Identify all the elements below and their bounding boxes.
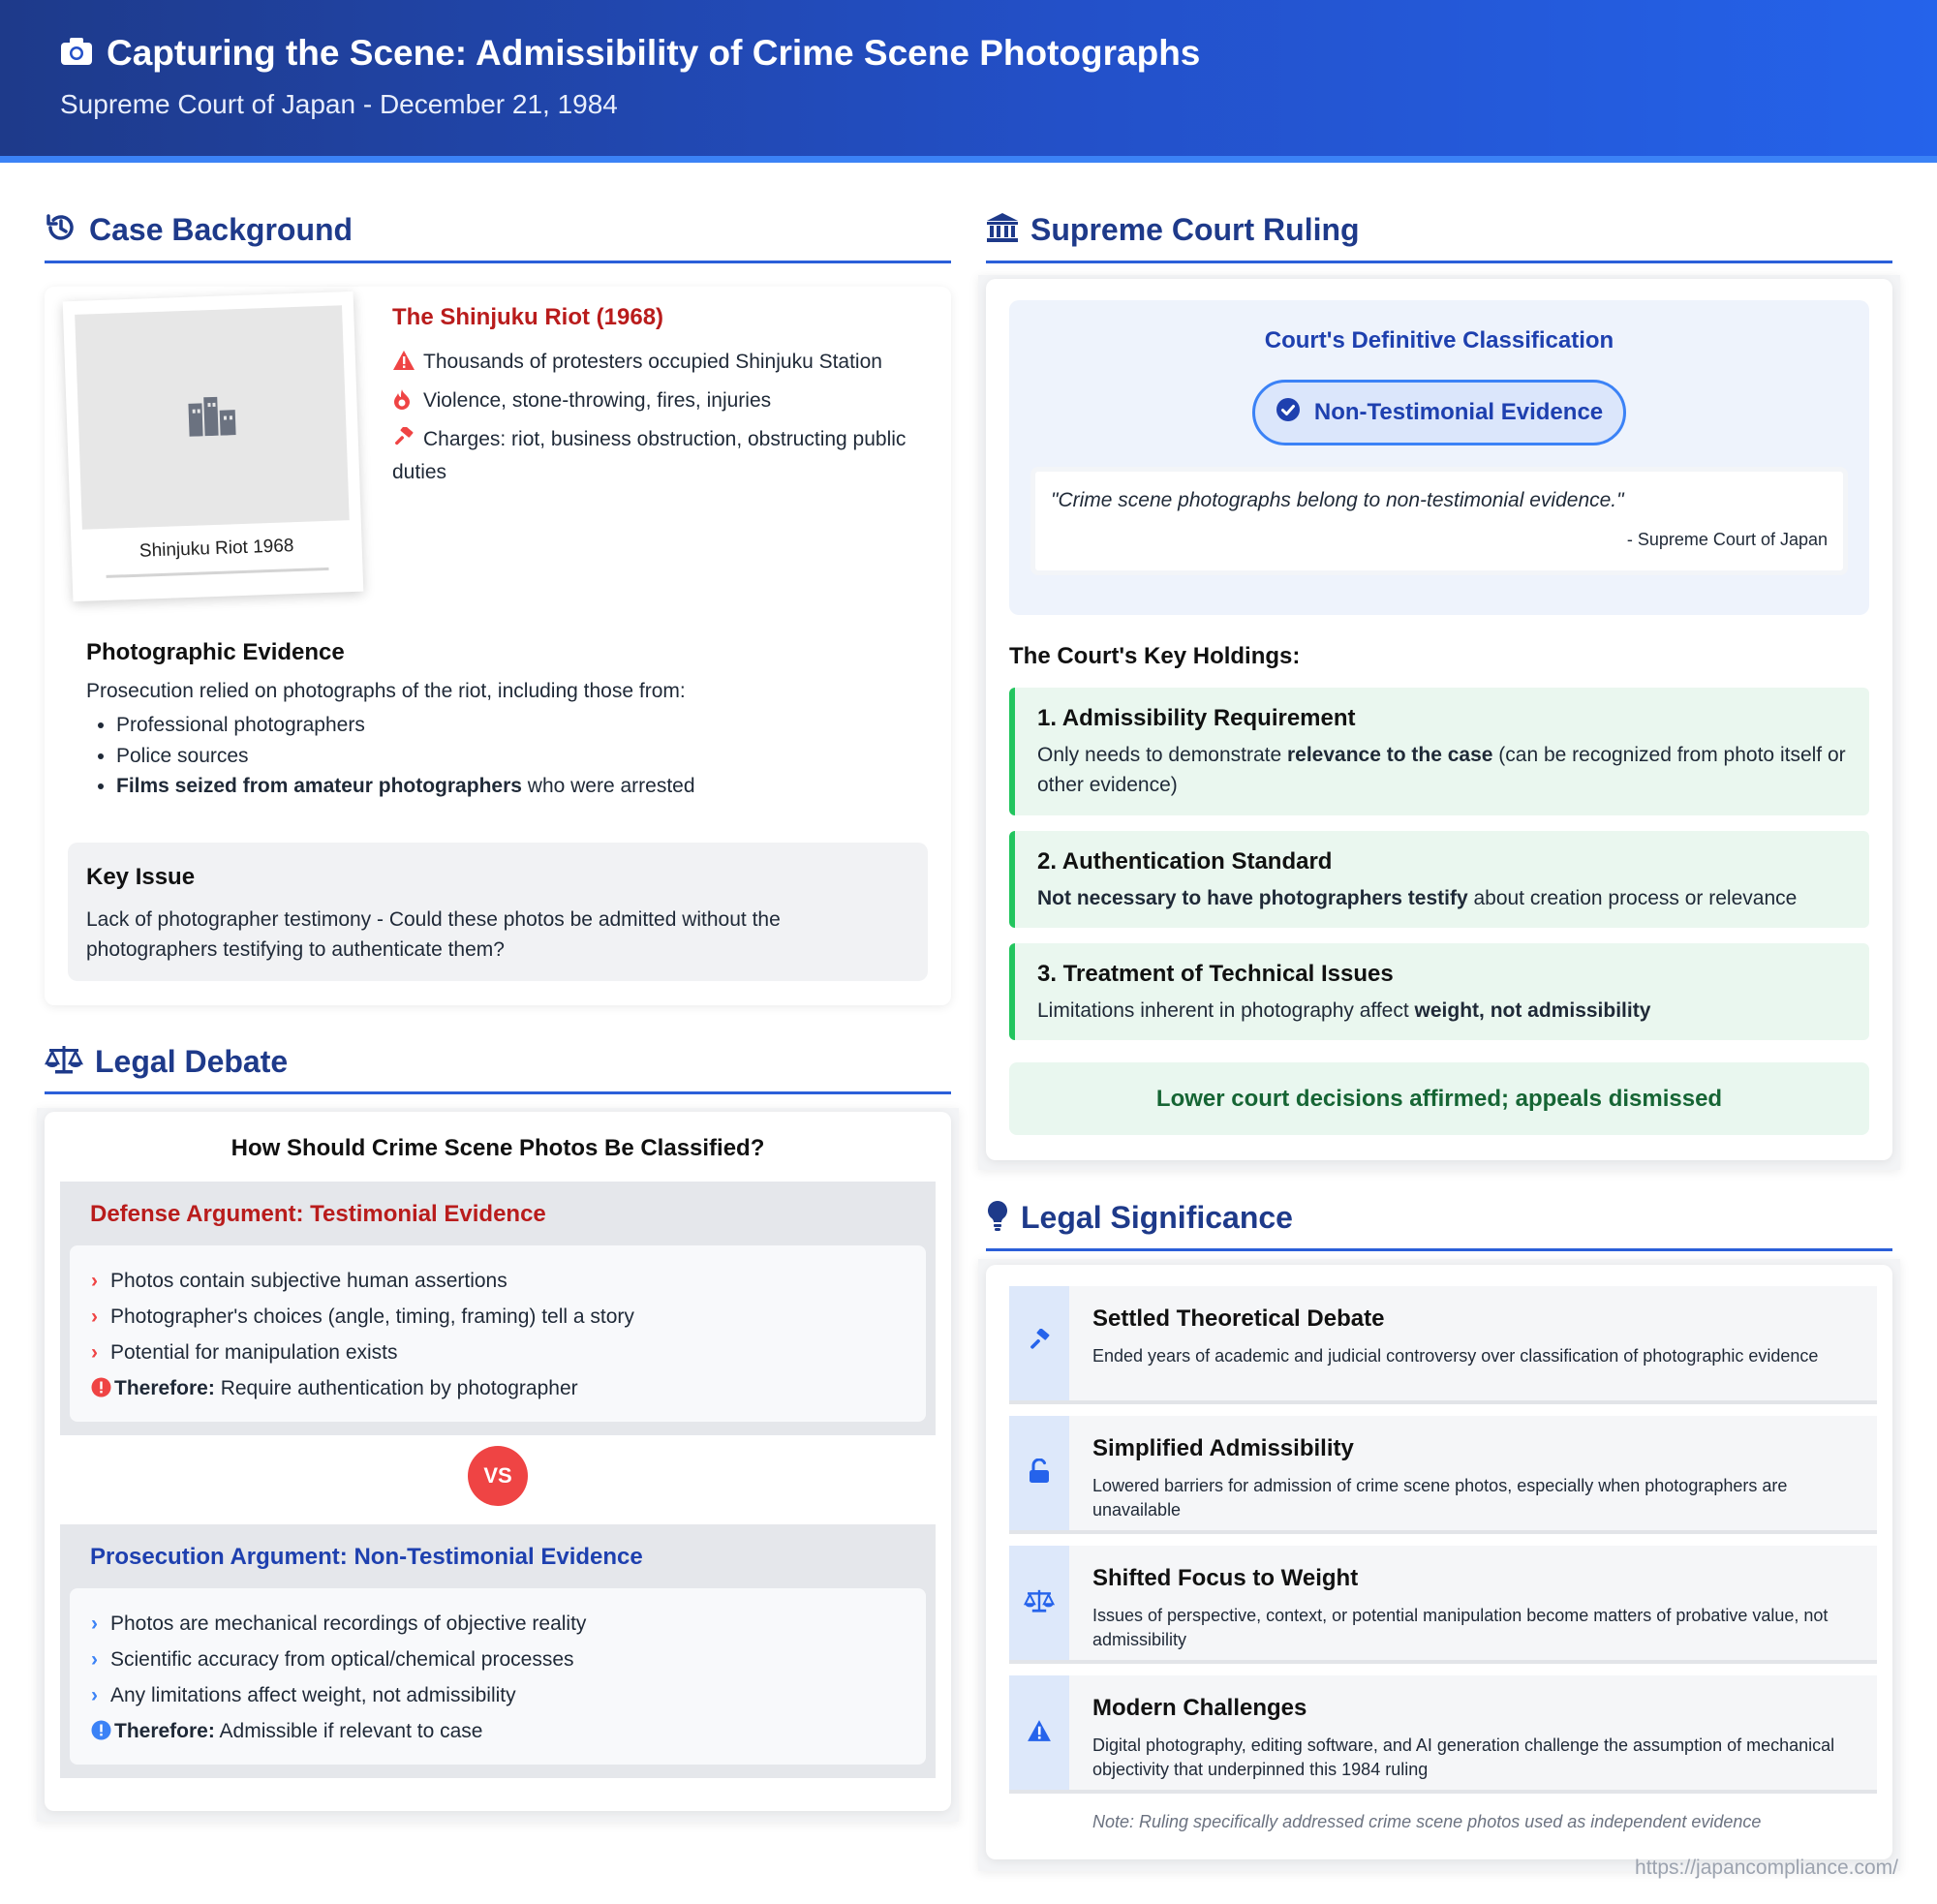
chevron-right-icon: › [91, 1684, 98, 1706]
holdings-title: The Court's Key Holdings: [1009, 643, 1301, 669]
history-icon [45, 211, 77, 249]
check-circle-icon [1276, 397, 1301, 429]
gavel-icon [1027, 1329, 1052, 1359]
chevron-right-icon: › [91, 1341, 98, 1364]
list-item: › Scientific accuracy from optical/chemical processes [91, 1642, 926, 1677]
significance-item: Shifted Focus to Weight Issues of perspective, context, or potential manipulation become matters of probative value, not admissibility [1009, 1546, 1877, 1664]
riot-facts-list [392, 347, 935, 493]
warning-icon [1027, 1719, 1052, 1747]
camera-icon [60, 37, 93, 71]
list-item: Violence, stone-throwing, fires, injuries [392, 385, 935, 418]
significance-item: Modern Challenges Digital photography, editing software, and AI generation challenge the assumption of mechanical objectivity that underpinned this 1984 ruling [1009, 1675, 1877, 1794]
alert-icon [91, 1373, 114, 1409]
holding-item: 2. Authentication Standard Not necessary to have photographers testify about creation process or relevance [1009, 831, 1869, 928]
warning-icon [392, 350, 417, 380]
chevron-right-icon: › [91, 1305, 98, 1328]
significance-note: Note: Ruling specifically addressed crime scene photos used as independent evidence [1092, 1812, 1762, 1831]
list-item: Therefore: Admissible if relevant to case [91, 1713, 926, 1752]
scale-icon [1024, 1588, 1055, 1618]
gavel-icon [392, 427, 417, 457]
list-item: › Potential for manipulation exists [91, 1335, 926, 1370]
legal-debate-heading: Legal Debate [45, 1044, 951, 1094]
case-background-heading: Case Background [45, 211, 951, 263]
courthouse-icon [986, 211, 1019, 249]
riot-photo [63, 292, 364, 601]
key-issue-box [68, 843, 928, 981]
fire-icon [392, 388, 417, 418]
court-quote [1030, 467, 1848, 575]
page-subtitle: Supreme Court of Japan - December 21, 1984 [60, 89, 618, 119]
list-item: • Police sources [116, 741, 695, 772]
significance-heading: Legal Significance [986, 1199, 1892, 1251]
key-issue-text: Lack of photographer testimony - Could these photos be admitted without the photographers testifying to authenticate them? [86, 908, 781, 961]
lightbulb-icon [986, 1199, 1009, 1237]
list-item: › Any limitations affect weight, not admissibility [91, 1677, 926, 1713]
significance-item: Simplified Admissibility Lowered barriers for admission of crime scene photos, especially when photographers are unavailable [1009, 1416, 1877, 1534]
evidence-title: Photographic Evidence [86, 639, 345, 665]
chevron-right-icon: › [91, 1612, 98, 1635]
footer-url[interactable]: https://japancompliance.com/ [1635, 1857, 1898, 1879]
photo-caption: Shinjuku Riot 1968 [138, 536, 294, 562]
list-item: • Professional photographers [116, 710, 695, 741]
list-item: › Photographer's choices (angle, timing, framing) tell a story [91, 1299, 926, 1335]
evidence-sources-list [116, 710, 695, 802]
classification-box [1009, 300, 1869, 615]
page-header [0, 0, 1937, 163]
chevron-right-icon: › [91, 1270, 98, 1292]
prosecution-title: Prosecution Argument: Non-Testimonial Evidence [90, 1544, 643, 1570]
vs-badge: VS [468, 1446, 528, 1506]
scale-icon [45, 1044, 83, 1080]
significance-item: Settled Theoretical Debate Ended years of academic and judicial controversy over classification of photographic evidence [1009, 1286, 1877, 1404]
riot-title: The Shinjuku Riot (1968) [392, 304, 664, 330]
quote-source: - Supreme Court of Japan [1626, 530, 1828, 549]
list-item: › Photos contain subjective human assertions [91, 1263, 926, 1299]
classification-badge: Non-Testimonial Evidence [1252, 380, 1626, 445]
ruling-heading: Supreme Court Ruling [986, 211, 1892, 263]
list-item: Charges: riot, business obstruction, obstructing public duties [392, 424, 935, 487]
debate-question: How Should Crime Scene Photos Be Classified? [231, 1135, 765, 1161]
list-item: Thousands of protesters occupied Shinjuku Station [392, 347, 935, 380]
evidence-intro: Prosecution relied on photographs of the riot, including those from: [86, 680, 686, 702]
holding-item: 3. Treatment of Technical Issues Limitations inherent in photography affect weight, not admissibility [1009, 943, 1869, 1040]
info-icon [91, 1716, 114, 1752]
holding-item: 1. Admissibility Requirement Only needs to demonstrate relevance to the case (can be recognized from photo itself or other evidence) [1009, 688, 1869, 815]
list-item: • Films seized from amateur photographers who were arrested [116, 771, 695, 802]
list-item: Therefore: Require authentication by photographer [91, 1370, 926, 1409]
chevron-right-icon: › [91, 1648, 98, 1671]
unlock-icon [1028, 1459, 1051, 1489]
defense-argument [60, 1182, 936, 1435]
city-icon [186, 394, 238, 442]
page-title: Capturing the Scene: Admissibility of Crime Scene Photographs [107, 33, 1201, 73]
classification-title: Court's Definitive Classification [1264, 327, 1614, 353]
defense-title: Defense Argument: Testimonial Evidence [90, 1201, 546, 1227]
quote-text: "Crime scene photographs belong to non-testimonial evidence." [1051, 489, 1624, 511]
key-issue-title: Key Issue [86, 864, 196, 890]
list-item: › Photos are mechanical recordings of objective reality [91, 1606, 926, 1642]
prosecution-argument [60, 1524, 936, 1778]
ruling-outcome: Lower court decisions affirmed; appeals dismissed [1009, 1062, 1869, 1135]
